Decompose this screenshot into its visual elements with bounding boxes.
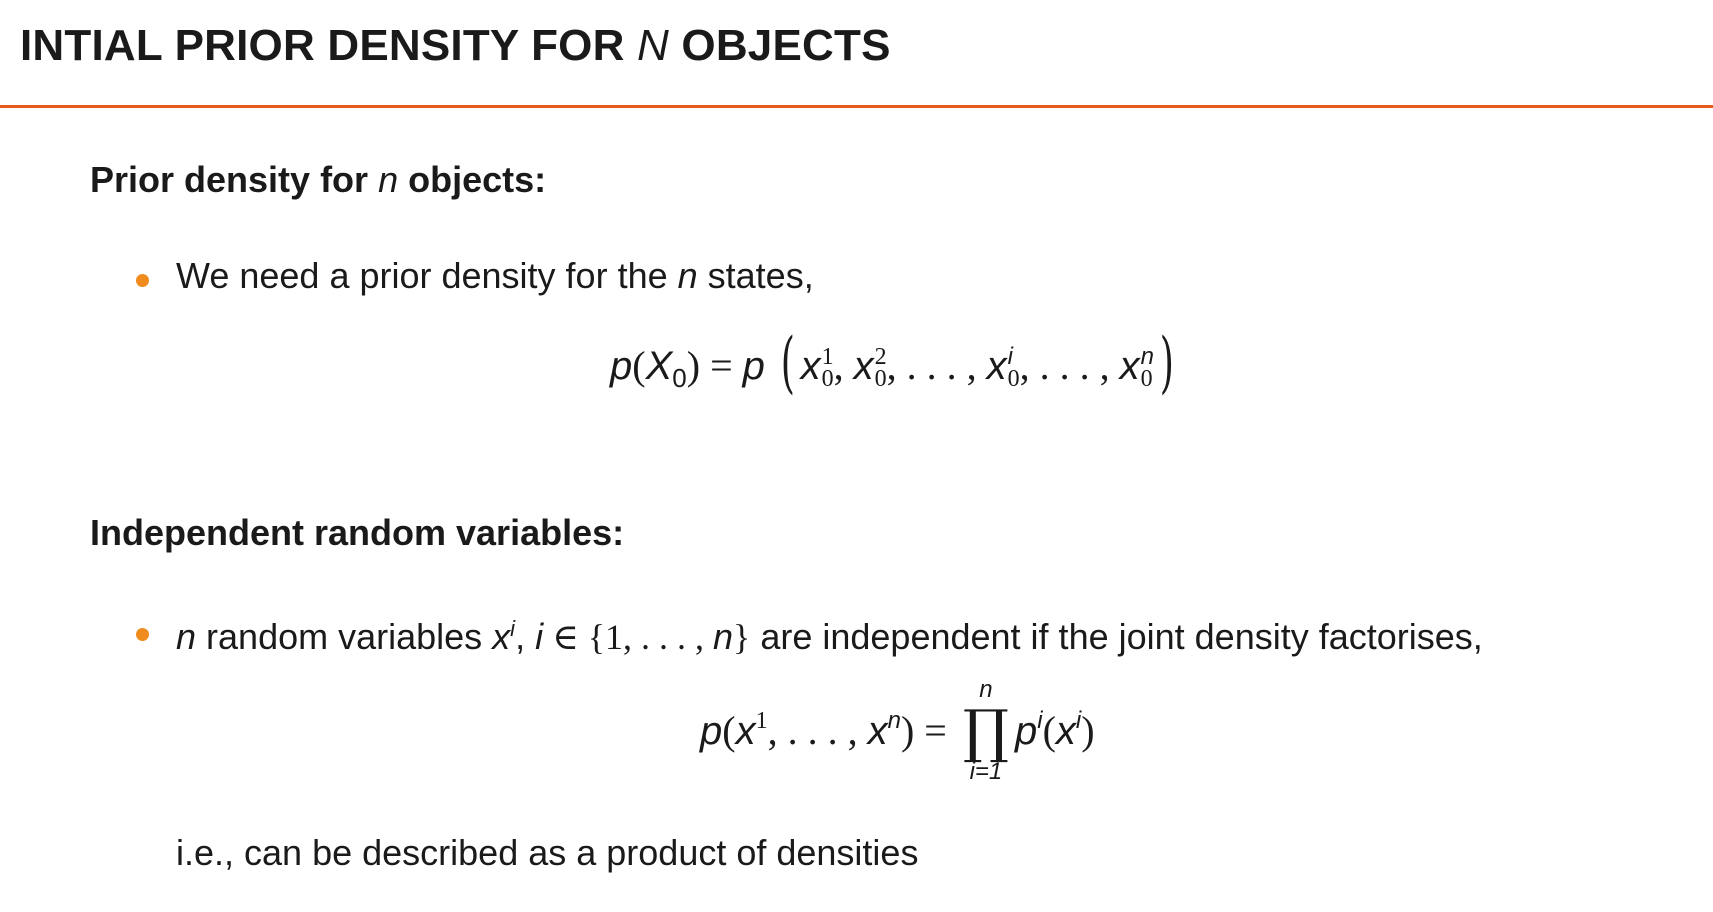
bullet-text-prior: We need a prior density for the n states, [176,255,814,296]
equation-factorisation: $p(x^1$, . . . , $x^n$) = n ∏ i=1 $p^i(x^i)$ [700,676,1095,785]
product-operator: n ∏ i=1 [962,676,1009,785]
title-divider [0,105,1713,108]
bullet-icon [136,274,149,287]
note-text: i.e., can be described as a product of densities [176,832,919,873]
equation-term-separator: , . . . , [1019,343,1120,388]
bullet-icon [136,628,149,641]
equation-term-var: x [853,344,874,388]
slide-title: INTIAL PRIOR DENSITY FOR N OBJECTS [20,21,891,70]
equation-term-var: x [800,344,821,388]
equation-term-var: x [1119,344,1140,388]
equation-terms [800,342,1154,392]
equation-term-indices: i 0 [1007,342,1020,392]
equation-term-indices: 1 0 [821,343,834,392]
section-heading-independent: Independent random variables: [90,512,625,553]
equation-term-var: x [986,344,1007,388]
equation-prior-density: $p(X_0) = p$ ( x 1 0 , x 2 0 , . . . , x i 0 , . . . , x n 0 ) [610,324,1174,401]
equation-term-indices: 2 0 [874,343,887,392]
equation-term-separator: , . . . , [886,343,987,388]
section-heading-prior-density: Prior density for n objects: [90,159,547,200]
bullet-text-independent: n random variables $x^i$, i ∈ {1, . . . , n} are independent if the joint density factorises, [176,616,1483,657]
equation-term-separator: , [833,343,854,388]
equation-term-indices: n 0 [1140,342,1154,392]
